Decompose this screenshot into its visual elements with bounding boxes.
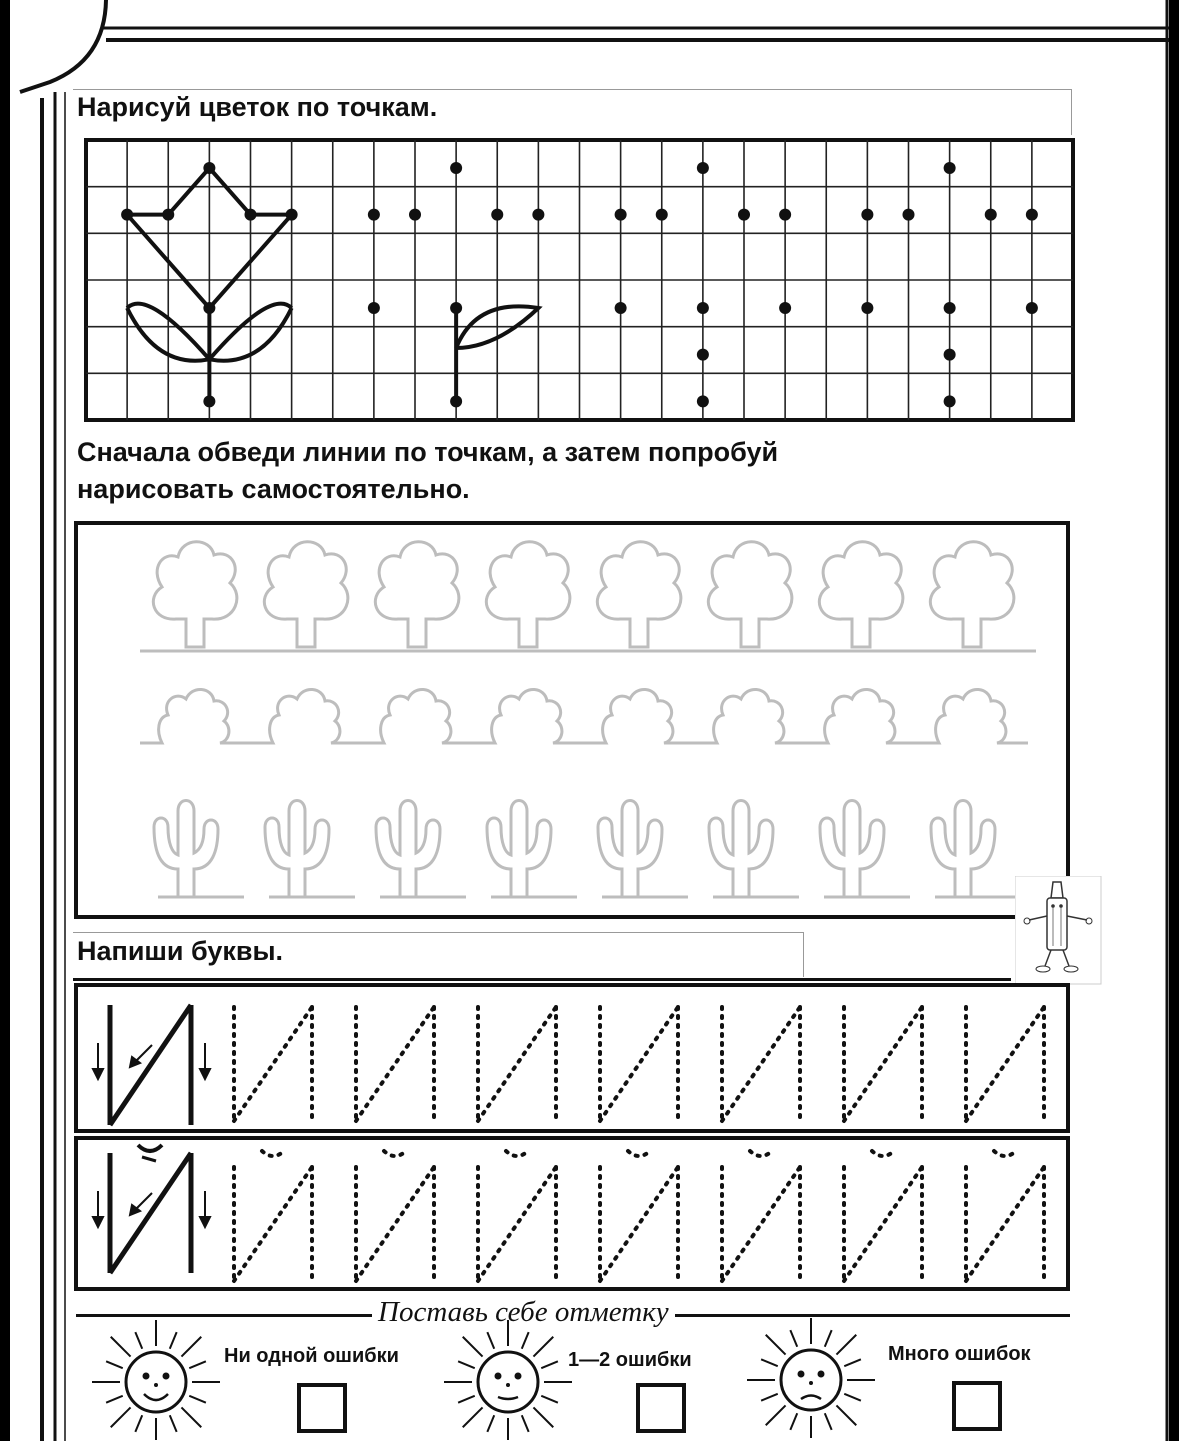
grid-dot bbox=[615, 209, 627, 221]
sun-eye bbox=[515, 1373, 522, 1380]
sun-ray bbox=[541, 1396, 558, 1403]
grid-dot bbox=[944, 349, 956, 361]
sun-ray bbox=[844, 1359, 861, 1366]
grid-dot bbox=[779, 302, 791, 314]
cactus-trace-shape bbox=[487, 801, 577, 898]
sun-ray bbox=[766, 1405, 786, 1425]
bush-trace-shape bbox=[473, 689, 584, 743]
sun-eye bbox=[818, 1371, 825, 1378]
worksheet-page bbox=[10, 0, 1169, 1441]
grid-dot bbox=[656, 209, 668, 221]
dots-section-title: Нарисуй цветок по точкам. bbox=[77, 92, 438, 122]
bush-trace-shape bbox=[362, 689, 473, 743]
sun-ray bbox=[790, 1330, 797, 1347]
sun-sad-icon bbox=[745, 1318, 885, 1438]
sun-ray bbox=[533, 1337, 553, 1357]
grid-dot bbox=[286, 209, 298, 221]
cactus-trace-shape bbox=[154, 801, 244, 898]
grid-dot bbox=[697, 395, 709, 407]
sun-ray bbox=[111, 1337, 131, 1357]
dotted-letter-i bbox=[478, 1007, 556, 1121]
bush-trace-shape bbox=[695, 689, 806, 743]
rating-checkbox-no-errors[interactable] bbox=[297, 1383, 347, 1433]
rating-label-many-errors: Много ошибок bbox=[888, 1343, 1031, 1365]
dotted-letter-short-i bbox=[722, 1151, 800, 1281]
grid-dot bbox=[491, 209, 503, 221]
grid-dot bbox=[1026, 302, 1038, 314]
sun-ray bbox=[844, 1394, 861, 1401]
sun-ray bbox=[135, 1332, 142, 1349]
grid-dot bbox=[203, 395, 215, 407]
grid-dot bbox=[450, 395, 462, 407]
grid-dot bbox=[1026, 209, 1038, 221]
grid-dot bbox=[738, 209, 750, 221]
sun-ray bbox=[790, 1413, 797, 1430]
sun-ray bbox=[181, 1407, 201, 1427]
grid-dot bbox=[368, 302, 380, 314]
dotted-letter-short-i bbox=[234, 1151, 312, 1281]
sun-ray bbox=[189, 1396, 206, 1403]
dotted-letter-i bbox=[722, 1007, 800, 1121]
grid-dot bbox=[779, 209, 791, 221]
cactus-trace-shape bbox=[820, 801, 910, 898]
letters-tracing bbox=[10, 983, 1169, 1303]
dotted-letter-short-i bbox=[478, 1151, 556, 1281]
dotted-letter-i bbox=[966, 1007, 1044, 1121]
sun-ray bbox=[825, 1330, 832, 1347]
grid-dot bbox=[861, 302, 873, 314]
sun-face bbox=[126, 1352, 186, 1412]
sun-ray bbox=[106, 1396, 123, 1403]
grid-dot bbox=[450, 302, 462, 314]
cactus-trace-shape bbox=[709, 801, 799, 898]
letters-section-title: Напиши буквы. bbox=[77, 936, 284, 966]
grid-dot bbox=[944, 395, 956, 407]
sun-ray bbox=[766, 1335, 786, 1355]
grid-dot bbox=[697, 349, 709, 361]
letter-short-i-guide-icon bbox=[110, 1153, 191, 1273]
grid-dot bbox=[861, 209, 873, 221]
sun-ray bbox=[487, 1415, 494, 1432]
sun-ray bbox=[458, 1361, 475, 1368]
sun-ray bbox=[825, 1413, 832, 1430]
sun-ray bbox=[533, 1407, 553, 1427]
cactus-trace-shape bbox=[376, 801, 466, 898]
grid-dot bbox=[203, 302, 215, 314]
grid-dot bbox=[368, 209, 380, 221]
sun-ray bbox=[761, 1359, 778, 1366]
sun-eye bbox=[163, 1373, 170, 1380]
sun-ray bbox=[135, 1415, 142, 1432]
sun-ray bbox=[170, 1332, 177, 1349]
rating-title: Поставь себе отметку bbox=[372, 1296, 675, 1329]
sun-ray bbox=[522, 1415, 529, 1432]
sun-ray bbox=[111, 1407, 131, 1427]
pencil-mascot-icon bbox=[1015, 876, 1105, 986]
grid-dot bbox=[450, 162, 462, 174]
grid-dot bbox=[162, 209, 174, 221]
sun-smile-icon bbox=[90, 1320, 230, 1440]
sun-neutral-icon bbox=[442, 1320, 582, 1440]
sun-face bbox=[781, 1350, 841, 1410]
sun-nose bbox=[809, 1381, 813, 1385]
rating-label-no-errors: Ни одной ошибки bbox=[224, 1345, 399, 1367]
rating-label-few-errors: 1—2 ошибки bbox=[568, 1349, 692, 1371]
dotted-letter-i bbox=[600, 1007, 678, 1121]
dotted-letter-short-i bbox=[844, 1151, 922, 1281]
cactus-trace-shape bbox=[265, 801, 355, 898]
sun-ray bbox=[836, 1335, 856, 1355]
letter-i-guide-icon bbox=[110, 1005, 191, 1125]
dotted-letter-i bbox=[356, 1007, 434, 1121]
sun-nose bbox=[154, 1383, 158, 1387]
dotted-letter-short-i bbox=[600, 1151, 678, 1281]
trace-shapes bbox=[10, 521, 1169, 921]
sun-ray bbox=[836, 1405, 856, 1425]
tree-trace-shape bbox=[486, 542, 570, 647]
grid-dot bbox=[944, 162, 956, 174]
letters-title-rule bbox=[73, 978, 1011, 981]
trace-section-title-line2: нарисовать самостоятельно. bbox=[77, 474, 470, 504]
rating-checkbox-many-errors[interactable] bbox=[952, 1381, 1002, 1431]
tree-trace-shape bbox=[264, 542, 348, 647]
tree-trace-shape bbox=[708, 542, 792, 647]
grid-dot bbox=[985, 209, 997, 221]
tree-trace-shape bbox=[597, 542, 681, 647]
bush-trace-shape bbox=[140, 689, 251, 743]
sun-ray bbox=[189, 1361, 206, 1368]
sun-ray bbox=[761, 1394, 778, 1401]
grid-dot bbox=[121, 209, 133, 221]
tree-trace-shape bbox=[930, 542, 1014, 647]
sun-eye bbox=[798, 1371, 805, 1378]
grid-dot bbox=[697, 162, 709, 174]
tree-trace-shape bbox=[153, 542, 237, 647]
grid-dot bbox=[409, 209, 421, 221]
bush-trace-shape bbox=[584, 689, 695, 743]
tree-trace-shape bbox=[375, 542, 459, 647]
grid-dot bbox=[697, 302, 709, 314]
trace-section-title-line1: Сначала обведи линии по точкам, а затем попробуй bbox=[77, 437, 779, 467]
sun-ray bbox=[522, 1332, 529, 1349]
dotted-letter-i bbox=[234, 1007, 312, 1121]
sun-eye bbox=[143, 1373, 150, 1380]
bush-trace-shape bbox=[251, 689, 362, 743]
sun-eye bbox=[495, 1373, 502, 1380]
rating-checkbox-few-errors[interactable] bbox=[636, 1383, 686, 1433]
grid-dot bbox=[615, 302, 627, 314]
breve-mark bbox=[138, 1145, 162, 1151]
grid-dot bbox=[245, 209, 257, 221]
sun-ray bbox=[181, 1337, 201, 1357]
sun-ray bbox=[170, 1415, 177, 1432]
dotted-letter-i bbox=[844, 1007, 922, 1121]
sun-ray bbox=[463, 1337, 483, 1357]
sun-ray bbox=[487, 1332, 494, 1349]
dotted-letter-short-i bbox=[356, 1151, 434, 1281]
cactus-trace-shape bbox=[931, 801, 1021, 898]
dot-grid bbox=[10, 134, 1169, 434]
sun-ray bbox=[106, 1361, 123, 1368]
sun-nose bbox=[506, 1383, 510, 1387]
sun-ray bbox=[458, 1396, 475, 1403]
grid-dot bbox=[903, 209, 915, 221]
grid-dot bbox=[532, 209, 544, 221]
breve-arrow bbox=[142, 1157, 156, 1161]
sun-ray bbox=[541, 1361, 558, 1368]
grid-dot bbox=[944, 302, 956, 314]
bush-trace-shape bbox=[806, 689, 917, 743]
grid-dot bbox=[203, 162, 215, 174]
dotted-letter-short-i bbox=[966, 1151, 1044, 1281]
sun-ray bbox=[463, 1407, 483, 1427]
sun-face bbox=[478, 1352, 538, 1412]
bush-trace-shape bbox=[917, 689, 1028, 743]
tree-trace-shape bbox=[819, 542, 903, 647]
cactus-trace-shape bbox=[598, 801, 688, 898]
